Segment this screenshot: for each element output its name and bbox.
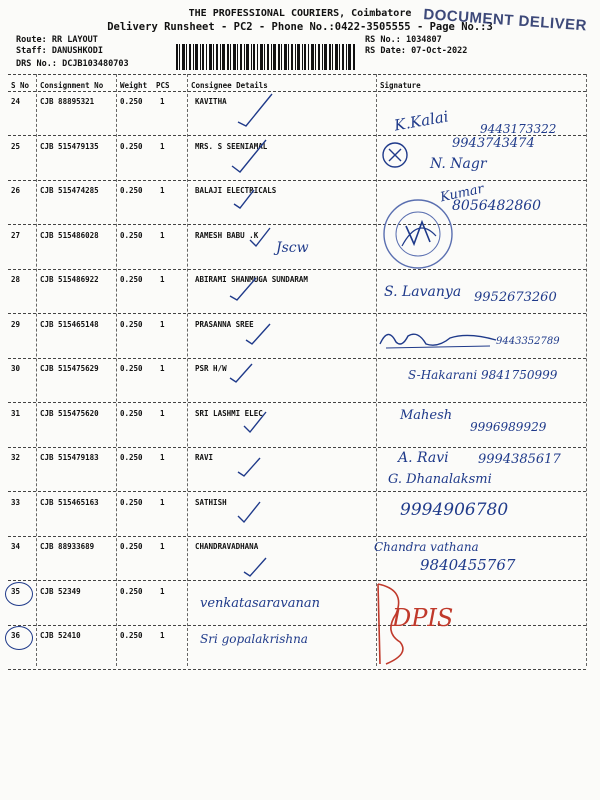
tick-mark: [228, 276, 258, 302]
tick-mark: [228, 362, 254, 384]
sig28-name: S. Lavanya: [384, 284, 462, 300]
row-rule: [8, 447, 586, 448]
row-pcs: 1: [160, 275, 165, 284]
row-sno: 32: [11, 453, 21, 462]
sig29-phone: 9443352789: [496, 336, 560, 347]
rs-no-value: 1034807: [405, 35, 442, 45]
row-sno: 29: [11, 320, 21, 329]
row-pcs: 1: [160, 97, 165, 106]
row36-consignee: Sri gopalakrishna: [200, 632, 308, 646]
row-consignee: SRI LASHMI ELEC: [195, 409, 263, 418]
staff-value: DANUSHKODI: [51, 46, 104, 56]
row-pcs: 1: [160, 142, 165, 151]
row-pcs: 1: [160, 409, 165, 418]
sig34-phone: 9840455767: [420, 556, 516, 574]
row-sno: 25: [11, 142, 21, 151]
row-weight: 0.250: [120, 453, 143, 462]
row-consignment: CJB 515465148: [40, 320, 99, 329]
header-rule: [8, 91, 586, 92]
sig36-red-text: DPIS: [392, 604, 454, 632]
row-consignment: CJB 88895321: [40, 97, 95, 106]
staff-line: [16, 46, 103, 56]
row-sno: 31: [11, 409, 21, 418]
row-weight: 0.250: [120, 97, 143, 106]
tick-mark: [232, 186, 256, 210]
row-consignment: CJB 52349: [40, 587, 81, 596]
row-pcs: 1: [160, 498, 165, 507]
route-value: RR LAYOUT: [51, 35, 98, 45]
row-sno: 24: [11, 97, 21, 106]
barcode: [176, 44, 356, 70]
row27-note: Jscw: [276, 240, 309, 256]
courier-seal-stamp: [380, 196, 456, 272]
row-weight: 0.250: [120, 498, 143, 507]
row-rule: [8, 269, 586, 270]
row-consignment: CJB 515465163: [40, 498, 99, 507]
drs-label: DRS No.:: [16, 59, 57, 69]
sig25-name: N. Nagr: [430, 156, 487, 172]
staff-label: Staff:: [16, 46, 47, 56]
row-consignee: MRS. S SEENIAMAL: [195, 142, 268, 151]
row-sno: 28: [11, 275, 21, 284]
sig31-name: Mahesh: [400, 408, 453, 423]
rs-no-label: RS No.:: [365, 35, 401, 45]
row-consignment: CJB 515486922: [40, 275, 99, 284]
runsheet-title: Delivery Runsheet - PC2 - Phone No.:0422-3505555 - Page No.:3: [107, 21, 493, 33]
row-consignment: CJB 515475629: [40, 364, 99, 373]
row-consignment: CJB 515486028: [40, 231, 99, 240]
row35-consignee: venkatasaravanan: [200, 596, 320, 611]
company-title: THE PROFESSIONAL COURIERS, Coimbatore: [188, 8, 412, 19]
row-consignee: KAVITHA: [195, 97, 227, 106]
row-consignee: CHANDRAVADHANA: [195, 542, 259, 551]
row-rule: [8, 180, 586, 181]
tick-mark: [236, 92, 276, 128]
row-pcs: 1: [160, 542, 165, 551]
rs-no-line: [365, 35, 442, 45]
rs-date-label: RS Date:: [365, 46, 406, 56]
row-sno: 35: [11, 587, 21, 596]
drs-value: DCJB103480703: [62, 59, 129, 69]
row-consignee: ABIRAMI SHANMUGA SUNDARAM: [195, 275, 308, 284]
sig24-name: K.Kalai: [392, 107, 450, 135]
sig34-name: Chandra vathana: [374, 540, 479, 554]
col-signature: Signature: [380, 81, 421, 90]
col-weight: Weight: [120, 81, 148, 90]
cross-circle-mark: [380, 140, 410, 170]
row-sno: 34: [11, 542, 21, 551]
row-rule: [8, 224, 586, 225]
row-consignee: SATHISH: [195, 498, 227, 507]
row-consignment: CJB 515479183: [40, 453, 99, 462]
route-line: [16, 35, 98, 45]
tick-mark: [248, 226, 272, 248]
row-consignment: CJB 515475620: [40, 409, 99, 418]
drs-line: [16, 59, 129, 69]
row-weight: 0.250: [120, 542, 143, 551]
row-weight: 0.250: [120, 409, 143, 418]
row-consignee: RAMESH BABU .K: [195, 231, 259, 240]
row-rule: [8, 669, 586, 670]
col-pcs: PCS: [156, 81, 170, 90]
table-top-rule: [8, 74, 586, 75]
row-sno: 30: [11, 364, 21, 373]
sig31-phone: 9996989929: [470, 420, 547, 434]
row-sno: 36: [11, 631, 21, 640]
sig26-name: Kumar: [438, 181, 486, 206]
row-pcs: 1: [160, 587, 165, 596]
row-consignment: CJB 52410: [40, 631, 81, 640]
sig32-phone: 9994385617: [478, 452, 561, 467]
row-sno: 33: [11, 498, 21, 507]
row-rule: [8, 625, 586, 626]
row-rule: [8, 402, 586, 403]
sig28-phone: 9952673260: [474, 290, 557, 305]
row-consignment: CJB 515474285: [40, 186, 99, 195]
row-weight: 0.250: [120, 142, 143, 151]
row-consignee: PSR H/W: [195, 364, 227, 373]
row-rule: [8, 580, 586, 581]
col-sno: S No: [11, 81, 30, 90]
sig32-second-name: G. Dhanalaksmi: [388, 472, 492, 487]
row-weight: 0.250: [120, 320, 143, 329]
row-weight: 0.250: [120, 587, 143, 596]
tick-mark: [236, 456, 262, 478]
row-weight: 0.250: [120, 186, 143, 195]
row-pcs: 1: [160, 364, 165, 373]
row-pcs: 1: [160, 631, 165, 640]
tick-mark: [242, 410, 268, 434]
row-consignee: PRASANNA SREE: [195, 320, 254, 329]
row-rule: [8, 313, 586, 314]
row-sno: 26: [11, 186, 21, 195]
row-consignment: CJB 515479135: [40, 142, 99, 151]
row-consignee: BALAJI ELECTRICALS: [195, 186, 277, 195]
sig32-name: A. Ravi: [398, 450, 449, 466]
row-rule: [8, 358, 586, 359]
row-weight: 0.250: [120, 275, 143, 284]
row-weight: 0.250: [120, 364, 143, 373]
tick-mark: [236, 500, 262, 524]
rs-date-line: [365, 46, 467, 56]
sig25-phone: 9943743474: [452, 136, 535, 151]
tick-mark: [244, 322, 272, 346]
rs-date-value: 07-Oct-2022: [411, 46, 468, 56]
sig24-phone: 9443173322: [480, 122, 557, 136]
row35-circle-mark: [5, 582, 33, 606]
row-rule: [8, 491, 586, 492]
tick-mark: [230, 138, 270, 174]
row-weight: 0.250: [120, 631, 143, 640]
row-rule: [8, 536, 586, 537]
row-consignment: CJB 88933689: [40, 542, 95, 551]
document-delivered-stamp: DOCUMENT DELIVER: [422, 6, 588, 35]
row-consignee: RAVI: [195, 453, 214, 462]
row-pcs: 1: [160, 320, 165, 329]
row-pcs: 1: [160, 453, 165, 462]
row36-circle-mark: [5, 626, 33, 650]
row-pcs: 1: [160, 231, 165, 240]
sig26-phone: 8056482860: [452, 198, 542, 214]
row-sno: 27: [11, 231, 21, 240]
sig33-phone: 9994906780: [400, 500, 509, 520]
col-details: Consignee Details: [191, 81, 268, 90]
row-pcs: 1: [160, 186, 165, 195]
sig30-text: S-Hakarani 9841750999: [408, 368, 558, 382]
route-label: Route:: [16, 35, 47, 45]
col-consignment: Consignment No: [40, 81, 104, 90]
tick-mark: [242, 556, 268, 578]
row-weight: 0.250: [120, 231, 143, 240]
sig29-scribble: [378, 322, 498, 352]
